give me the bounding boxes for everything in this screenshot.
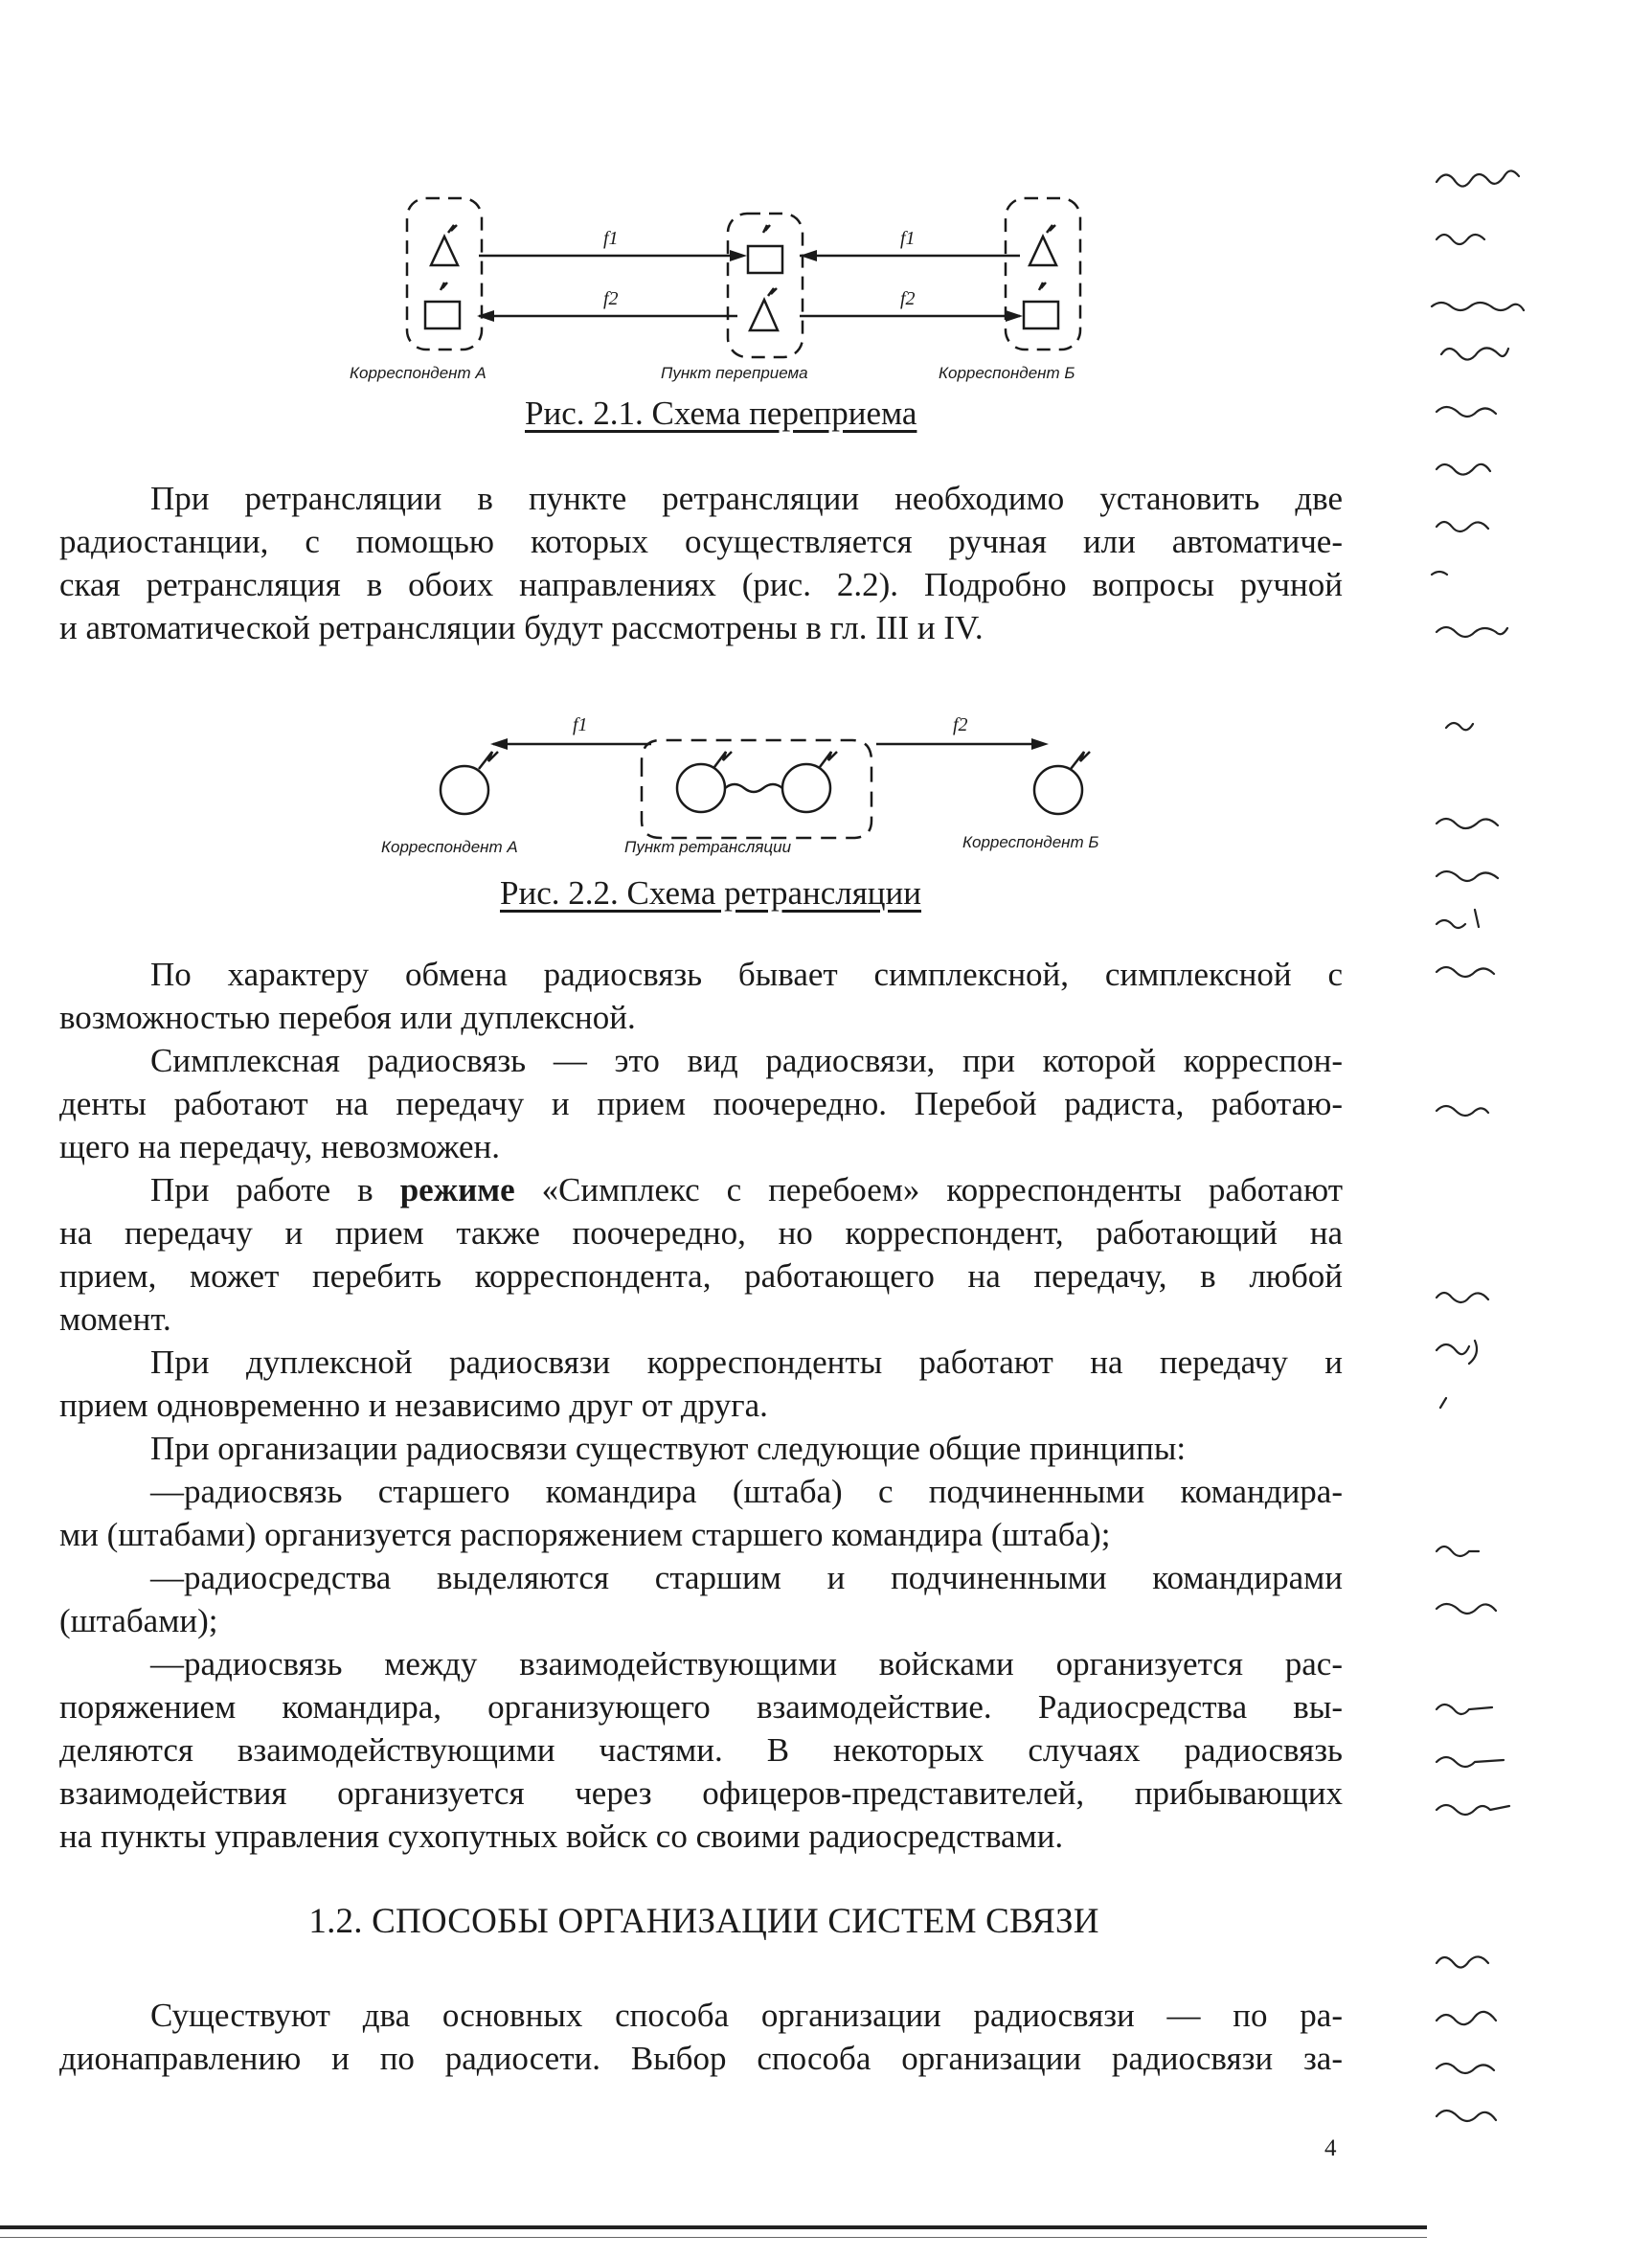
text-line: —радиосвязь старшего командира (штаба) с подчиненными командира- [150,1473,1343,1510]
text-line: Симплексная радиосвязь — это вид радиосвязи, при которой корреспон- [150,1042,1343,1079]
list-item-1 [59,1470,1343,1556]
paragraph-simplex-interrupt [59,1168,1343,1341]
station-b-box [1006,198,1080,350]
paragraph-methods [59,1994,1343,2080]
paragraph-exchange [59,953,1343,1039]
handwritten-margin-notes [1427,153,1618,2164]
text-line: ми (штабами) организуется распоряжением старшего командира (штаба); [59,1516,1111,1553]
figure-retransmission-diagram [373,694,1168,857]
figure-retransmission-svg [373,694,1168,857]
text-line: —радиосредства выделяются старшим и подчиненными командирами [150,1559,1343,1596]
text-line: щего на передачу, невозможен. [59,1128,501,1165]
station-a-box [407,198,482,350]
correspondent-a-label: Корреспондент А [350,364,487,382]
list-item-3 [59,1642,1343,1858]
text-line: Существуют два основных способа организации радиосвязи — по ра- [150,1997,1343,2034]
text-line: ская ретрансляция в обоих направлениях (рис. 2.2). Подробно вопросы ручной [59,566,1343,603]
f2-label-right: f2 [900,288,916,309]
text-line: на пункты управления сухопутных войск со своими радиосредствами. [59,1818,1064,1855]
text-line: денты работают на передачу и прием поочередно. Перебой радиста, работаю- [59,1085,1343,1122]
radio-a-icon [425,302,460,328]
relay-station-2-circle [782,764,830,812]
antenna-b-icon [1030,237,1056,265]
text-line: По характеру обмена радиосвязь бывает симплексной, симплексной с [150,956,1343,993]
page-number: 4 [1324,2135,1337,2161]
text-line: При организации радиосвязи существуют следующие общие принципы: [150,1430,1187,1467]
bottom-rule-thin [0,2237,1427,2238]
section-heading: 1.2. СПОСОБЫ ОРГАНИЗАЦИИ СИСТЕМ СВЯЗИ [308,1902,1099,1941]
figure-reception-diagram [326,187,1149,397]
station-a-circle [441,766,488,814]
f1-label: f1 [573,714,588,735]
relay-point-label: Пункт переприема [661,364,808,382]
text-line: возможностью перебоя или дуплексной. [59,999,636,1036]
text-line: на передачу и прием также поочередно, но корреспондент, работающий на [59,1214,1343,1252]
paragraph-retransmission [59,477,1343,649]
f2-label-left: f2 [603,288,619,309]
antenna-a-icon [431,237,458,265]
text-line: прием, может перебить корреспондента, работающего на передачу, в любой [59,1257,1343,1295]
relay-point-label: Пункт ретрансляции [624,838,792,856]
paragraph-duplex [59,1341,1343,1427]
figure-reception-svg [326,187,1149,397]
figure2-caption: Рис. 2.2. Схема ретрансляции [500,874,921,912]
text-line: При ретрансляции в пункте ретрансляции необходимо установить две [150,480,1343,517]
radio-b-icon [1024,302,1058,328]
paragraph-simplex [59,1039,1343,1168]
text-line: радиостанции, с помощью которых осуществляется ручная или автоматиче- [59,523,1343,560]
relay-station-1-circle [677,764,725,812]
bottom-rule [0,2225,1427,2229]
figure1-caption: Рис. 2.1. Схема переприема [525,395,917,432]
paragraph-principles [59,1427,1343,1470]
margin-scribbles [1427,153,1618,2164]
f1-label-left: f1 [603,228,619,249]
f1-label-right: f1 [900,228,916,249]
text-line: прием одновременно и независимо друг от друга. [59,1387,768,1424]
text-fragment: «Симплекс с перебоем» корреспонденты работают [514,1171,1343,1208]
correspondent-b-label: Корреспондент Б [939,364,1075,382]
text-line: взаимодействия организуется через офицеров-представителей, прибывающих [59,1774,1343,1812]
correspondent-b-label: Корреспондент Б [962,833,1099,851]
text-line: (штабами); [59,1602,218,1639]
text-line: дионаправлению и по радиосети. Выбор способа организации радиосвязи за- [59,2040,1343,2077]
correspondent-a-label: Корреспондент А [381,838,518,856]
text-line: деляются взаимодействующими частями. В некоторых случаях радиосвязь [59,1731,1343,1769]
radio-mid-icon [748,246,782,273]
text-line: и автоматической ретрансляции будут рассмотрены в гл. III и IV. [59,609,984,646]
relay-link [725,784,782,792]
text-line: поряжением командира, организующего взаимодействие. Радиосредства вы- [59,1688,1343,1726]
text-line: момент. [59,1300,171,1338]
list-item-2 [59,1556,1343,1642]
bold-term: режиме [399,1171,515,1208]
station-mid-box [728,214,803,357]
antenna-mid-icon [750,300,778,330]
station-b-circle [1034,766,1082,814]
text-fragment: При работе в [150,1171,400,1208]
text-line: При дуплексной радиосвязи корреспонденты работают на передачу и [150,1344,1343,1381]
f2-label: f2 [953,714,968,735]
text-line [59,1168,1343,1211]
text-line: —радиосвязь между взаимодействующими войсками организуется рас- [150,1645,1343,1682]
